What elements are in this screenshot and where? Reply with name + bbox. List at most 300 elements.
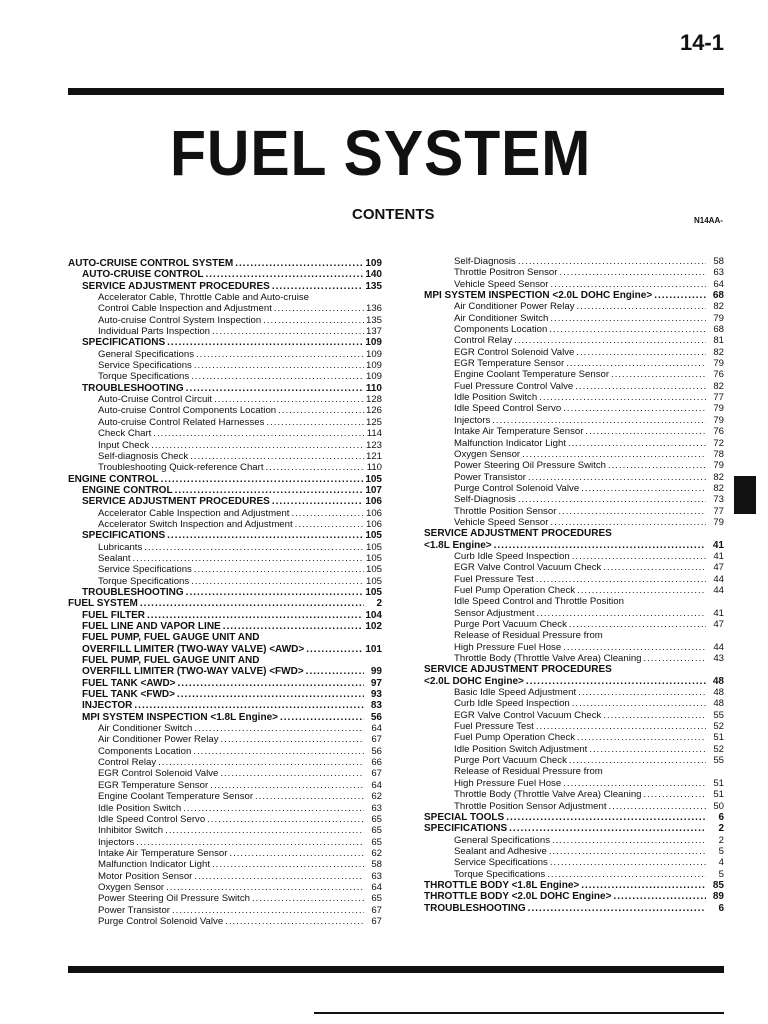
toc-entry-page: 137 (365, 326, 382, 338)
toc-entry-page: 109 (365, 360, 382, 372)
toc-entry[interactable] (68, 837, 382, 848)
toc-leader-dots (263, 315, 364, 326)
toc-leader-dots (558, 506, 706, 517)
toc-entry[interactable] (424, 324, 724, 335)
toc-entry[interactable] (424, 415, 724, 426)
toc-entry-label: SERVICE ADJUSTMENT PROCEDURES (82, 496, 270, 508)
toc-entry[interactable] (68, 269, 382, 280)
toc-leader-dots (528, 472, 706, 483)
toc-entry[interactable] (68, 803, 382, 814)
page-title: FUEL SYSTEM (170, 117, 592, 189)
toc-leader-dots (581, 880, 706, 891)
toc-entry-label: Release of Residual Pressure from (454, 766, 603, 778)
toc-leader-dots (654, 290, 706, 301)
toc-entry[interactable] (68, 871, 382, 882)
toc-entry-label: Engine Coolant Temperature Sensor (454, 369, 610, 381)
toc-entry-page: 114 (366, 428, 382, 440)
toc-entry[interactable] (424, 835, 724, 846)
toc-entry[interactable] (424, 358, 724, 369)
toc-entry[interactable] (68, 712, 382, 723)
toc-entry-page: 140 (365, 269, 382, 281)
toc-entry-label: Air Conditioner Switch (454, 312, 549, 324)
toc-entry-page: 63 (713, 267, 724, 279)
toc-entry[interactable] (68, 825, 382, 836)
toc-entry-page: 64 (371, 881, 382, 893)
toc-entry-page: 104 (365, 609, 382, 621)
toc-entry-label: Sensor Adjustment (454, 607, 535, 619)
toc-entry[interactable] (424, 630, 724, 641)
toc-entry[interactable] (424, 857, 724, 868)
toc-entry-label: Accelerator Cable Inspection and Adjustment (98, 507, 290, 519)
toc-leader-dots (265, 462, 364, 473)
toc-entry-label: SPECIFICATIONS (82, 337, 166, 349)
toc-entry-label: SPECIFICATIONS (424, 823, 508, 835)
toc-entry[interactable] (424, 313, 724, 324)
toc-entry[interactable] (424, 710, 724, 721)
toc-entry-page: 44 (713, 641, 724, 653)
toc-entry[interactable] (424, 472, 724, 483)
toc-entry-label: Idle Position Switch (98, 802, 182, 814)
toc-entry[interactable] (424, 698, 724, 709)
toc-entry[interactable] (424, 755, 724, 766)
toc-entry-page: 136 (365, 303, 382, 315)
toc-entry[interactable] (68, 893, 382, 904)
toc-entry[interactable] (424, 381, 724, 392)
toc-leader-dots (140, 598, 364, 609)
toc-entry-label: FUEL TANK <AWD> (82, 677, 176, 689)
toc-entry-page: 93 (370, 689, 382, 701)
toc-entry[interactable] (424, 664, 724, 675)
toc-entry-label: Engine Coolant Temperature Sensor (98, 791, 254, 803)
toc-entry-page: 82 (713, 471, 724, 483)
toc-entry[interactable] (68, 337, 382, 348)
toc-entry-label: TROUBLESHOOTING (82, 586, 184, 598)
toc-entry[interactable] (68, 326, 382, 337)
toc-entry[interactable] (424, 642, 724, 653)
toc-entry[interactable] (424, 301, 724, 312)
toc-entry-page: 68 (713, 324, 724, 336)
toc-entry[interactable] (424, 846, 724, 857)
toc-entry[interactable] (68, 859, 382, 870)
toc-entry[interactable] (424, 608, 724, 619)
toc-entry[interactable] (424, 619, 724, 630)
toc-entry[interactable] (68, 689, 382, 700)
toc-entry[interactable] (68, 791, 382, 802)
toc-entry-label: Idle Speed Control and Throttle Position (454, 596, 624, 608)
toc-entry[interactable] (68, 281, 382, 292)
toc-leader-dots (566, 358, 706, 369)
toc-leader-dots (603, 710, 706, 721)
toc-entry[interactable] (424, 494, 724, 505)
toc-entry-page: 65 (371, 825, 382, 837)
toc-entry-page: 64 (371, 723, 382, 735)
toc-entry-label: Check Chart (98, 428, 152, 440)
toc-entry[interactable] (68, 383, 382, 394)
toc-entry-label: Individual Parts Inspection (98, 326, 210, 338)
toc-entry-page: 48 (712, 675, 724, 687)
toc-entry[interactable] (424, 823, 724, 834)
toc-leader-dots (194, 723, 364, 734)
toc-entry[interactable] (68, 553, 382, 564)
toc-entry[interactable] (424, 551, 724, 562)
toc-entry[interactable] (68, 655, 382, 666)
toc-entry[interactable] (424, 789, 724, 800)
toc-entry[interactable] (424, 687, 724, 698)
toc-entry[interactable] (68, 508, 382, 519)
toc-entry-page: 135 (365, 280, 382, 292)
toc-leader-dots (563, 403, 706, 414)
toc-entry-page: 99 (370, 666, 382, 678)
toc-entry[interactable] (424, 562, 724, 573)
toc-entry[interactable] (68, 746, 382, 757)
toc-entry-label: Control Relay (454, 335, 513, 347)
toc-entry-label: Lubricants (98, 541, 143, 553)
toc-entry[interactable] (68, 632, 382, 643)
toc-entry-label: Idle Position Switch (454, 392, 538, 404)
toc-entry[interactable] (68, 644, 382, 655)
page-number: 14-1 (679, 30, 724, 55)
toc-entry-label: Basic Idle Speed Adjustment (454, 687, 577, 699)
toc-leader-dots (166, 882, 364, 893)
toc-entry-label: Control Relay (98, 757, 157, 769)
toc-entry-page: 105 (365, 530, 382, 542)
toc-entry-page: 41 (713, 607, 724, 619)
toc-entry-page: 2 (718, 834, 724, 846)
toc-entry-label: Components Location (98, 745, 192, 757)
toc-entry-label: Service Specifications (454, 857, 548, 869)
toc-entry-label: Throttle Body (Throttle Valve Area) Cleaning (454, 789, 642, 801)
toc-entry-label: Troubleshooting Quick-reference Chart (98, 462, 264, 474)
toc-entry[interactable] (424, 585, 724, 596)
toc-entry[interactable] (68, 542, 382, 553)
toc-entry[interactable] (68, 292, 382, 303)
toc-leader-dots (306, 666, 364, 677)
toc-leader-dots (536, 574, 706, 585)
toc-entry-label: Inhibitor Switch (98, 825, 164, 837)
toc-entry[interactable] (68, 371, 382, 382)
toc-leader-dots (549, 324, 706, 335)
toc-entry-label: Purge Control Solenoid Valve (98, 915, 224, 927)
toc-entry-page: 109 (365, 371, 382, 383)
toc-leader-dots (274, 303, 364, 314)
toc-entry-page: 79 (713, 460, 724, 472)
toc-leader-dots (194, 871, 364, 882)
toc-leader-dots (509, 823, 706, 834)
toc-entry-page: 76 (713, 426, 724, 438)
toc-leader-dots (191, 576, 364, 587)
toc-entry[interactable] (424, 744, 724, 755)
toc-entry[interactable] (424, 676, 724, 687)
toc-entry-label: Purge Port Vacuum Check (454, 619, 567, 630)
toc-entry[interactable] (424, 869, 724, 880)
toc-entry[interactable] (424, 528, 724, 539)
toc-leader-dots (207, 814, 364, 825)
toc-entry-page: 62 (371, 791, 382, 803)
toc-entry[interactable] (68, 916, 382, 927)
toc-entry-label: AUTO-CRUISE CONTROL SYSTEM (68, 258, 234, 269)
toc-entry[interactable] (424, 256, 724, 267)
toc-leader-dots (223, 621, 364, 632)
toc-entry-label: Auto-cruise Control Components Location (98, 405, 277, 417)
toc-entry[interactable] (424, 438, 724, 449)
toc-entry[interactable] (68, 734, 382, 745)
toc-entry-page: 65 (371, 836, 382, 848)
toc-entry-page: 82 (713, 482, 724, 494)
toc-leader-dots (144, 542, 364, 553)
toc-entry-label: Vehicle Speed Sensor (454, 278, 549, 290)
toc-entry-label: SPECIFICATIONS (82, 530, 166, 542)
toc-entry[interactable] (424, 801, 724, 812)
toc-entry[interactable] (424, 279, 724, 290)
toc-entry-label: Self-Diagnosis (454, 256, 516, 267)
toc-leader-dots (581, 483, 706, 494)
toc-leader-dots (552, 835, 706, 846)
toc-entry-label: Intake Air Temperature Sensor (98, 847, 228, 859)
toc-leader-dots (147, 610, 363, 621)
footer-thin-rule (314, 1012, 724, 1014)
toc-entry[interactable] (68, 587, 382, 598)
toc-entry-page: 58 (371, 859, 382, 871)
toc-entry[interactable] (68, 303, 382, 314)
toc-entry-page: 106 (365, 518, 382, 530)
toc-entry-label: Motor Position Sensor (98, 870, 193, 882)
toc-entry[interactable] (68, 485, 382, 496)
toc-entry-page: 105 (365, 541, 382, 553)
toc-leader-dots (559, 267, 706, 278)
toc-entry[interactable] (68, 496, 382, 507)
toc-leader-dots (252, 893, 364, 904)
toc-entry-page: 105 (365, 552, 382, 564)
toc-entry-page: 64 (371, 779, 382, 791)
toc-entry[interactable] (424, 483, 724, 494)
toc-leader-dots (528, 903, 706, 914)
toc-entry-page: 79 (713, 403, 724, 415)
toc-entry[interactable] (424, 778, 724, 789)
toc-leader-dots (537, 608, 706, 619)
toc-leader-dots (205, 269, 363, 280)
toc-entry[interactable] (424, 290, 724, 301)
toc-entry-label: High Pressure Fuel Hose (454, 777, 562, 789)
toc-leader-dots (194, 564, 364, 575)
toc-entry[interactable] (68, 530, 382, 541)
toc-entry-page: 106 (365, 507, 382, 519)
toc-entry[interactable] (68, 564, 382, 575)
toc-entry-label: SPECIAL TOOLS (424, 811, 505, 823)
toc-entry-page: 2 (718, 823, 724, 835)
toc-entry-page: 78 (713, 448, 724, 460)
toc-entry[interactable] (68, 678, 382, 689)
toc-leader-dots (578, 687, 706, 698)
toc-entry[interactable] (68, 394, 382, 405)
toc-entry-label: FUEL LINE AND VAPOR LINE (82, 621, 221, 632)
toc-leader-dots (576, 347, 706, 358)
toc-leader-dots (569, 755, 706, 766)
toc-entry[interactable] (68, 814, 382, 825)
toc-entry[interactable] (424, 392, 724, 403)
toc-entry[interactable] (68, 768, 382, 779)
toc-entry-page: 51 (713, 777, 724, 789)
section-tab-marker (734, 476, 756, 514)
toc-entry-page: 6 (718, 811, 724, 823)
toc-leader-dots (212, 326, 364, 337)
toc-entry[interactable] (68, 315, 382, 326)
toc-entry-page: 82 (713, 301, 724, 313)
toc-leader-dots (585, 426, 706, 437)
toc-entry-label: Malfunction Indicator Light (98, 859, 210, 871)
toc-entry-page: 109 (365, 348, 382, 360)
toc-entry[interactable] (68, 905, 382, 916)
toc-entry[interactable] (68, 598, 382, 609)
toc-entry-page: 125 (365, 416, 382, 428)
toc-entry-page: 63 (371, 802, 382, 814)
toc-entry-page: 79 (713, 414, 724, 426)
toc-leader-dots (190, 451, 364, 462)
toc-leader-dots (194, 360, 364, 371)
toc-entry[interactable] (424, 812, 724, 823)
toc-entry[interactable] (68, 428, 382, 439)
toc-entry[interactable] (68, 757, 382, 768)
toc-entry-label: Fuel Pump Operation Check (454, 584, 576, 596)
toc-entry-label: Power Transistor (98, 904, 170, 916)
toc-entry-label: SERVICE ADJUSTMENT PROCEDURES (424, 664, 612, 676)
toc-entry-page: 67 (371, 768, 382, 780)
toc-entry-page: 105 (365, 575, 382, 587)
toc-leader-dots (235, 258, 363, 269)
toc-entry-page: 63 (371, 870, 382, 882)
toc-entry-label: Throttle Body (Throttle Valve Area) Cleaning (454, 653, 642, 665)
toc-entry[interactable] (424, 721, 724, 732)
toc-entry[interactable] (424, 267, 724, 278)
toc-entry-page: 5 (718, 868, 724, 880)
toc-entry[interactable] (424, 903, 724, 914)
toc-entry[interactable] (68, 440, 382, 451)
toc-entry[interactable] (424, 653, 724, 664)
toc-leader-dots (221, 734, 364, 745)
toc-entry[interactable] (68, 417, 382, 428)
toc-leader-dots (210, 780, 364, 791)
toc-entry-label: EGR Temperature Sensor (98, 779, 209, 791)
toc-leader-dots (280, 712, 364, 723)
toc-entry-label: Vehicle Speed Sensor (454, 516, 549, 528)
toc-entry-label: Idle Speed Control Servo (454, 403, 562, 415)
toc-entry[interactable] (424, 335, 724, 346)
toc-leader-dots (550, 313, 706, 324)
toc-entry-label: Air Conditioner Power Relay (454, 301, 575, 313)
toc-entry[interactable] (68, 621, 382, 632)
toc-entry[interactable] (424, 574, 724, 585)
toc-entry-page: 2 (376, 598, 382, 610)
toc-entry-page: 6 (718, 902, 724, 914)
toc-entry-label: AUTO-CRUISE CONTROL (82, 269, 204, 281)
toc-entry-page: 51 (713, 732, 724, 744)
toc-leader-dots (229, 848, 364, 859)
toc-entry[interactable] (68, 474, 382, 485)
toc-leader-dots (611, 369, 706, 380)
toc-entry[interactable] (68, 360, 382, 371)
toc-entry-page: 102 (365, 621, 382, 632)
toc-entry[interactable] (68, 462, 382, 473)
toc-entry[interactable] (424, 369, 724, 380)
toc-leader-dots (186, 587, 364, 598)
toc-leader-dots (255, 791, 364, 802)
toc-entry-label: Power Steering Oil Pressure Switch (98, 893, 250, 905)
toc-entry[interactable] (424, 596, 724, 607)
toc-entry-label: Service Specifications (98, 360, 192, 372)
toc-entry-label: Curb Idle Speed Inspection (454, 698, 570, 710)
toc-entry-page: 79 (713, 516, 724, 528)
toc-entry[interactable] (424, 891, 724, 902)
toc-entry[interactable] (68, 610, 382, 621)
toc-leader-dots (550, 517, 706, 528)
toc-entry[interactable] (424, 506, 724, 517)
toc-leader-dots (153, 428, 364, 439)
toc-entry-label: General Specifications (98, 348, 194, 360)
toc-entry[interactable] (68, 882, 382, 893)
toc-entry-page: 107 (365, 484, 382, 496)
toc-entry[interactable] (424, 347, 724, 358)
toc-entry-page: 47 (713, 562, 724, 574)
toc-entry[interactable] (68, 576, 382, 587)
toc-entry-page: 77 (713, 505, 724, 517)
toc-entry[interactable] (424, 449, 724, 460)
toc-leader-dots (266, 417, 364, 428)
toc-leader-dots (518, 494, 706, 505)
toc-entry[interactable] (68, 666, 382, 677)
toc-entry[interactable] (68, 258, 382, 269)
bottom-rule (68, 966, 724, 973)
toc-entry[interactable] (424, 426, 724, 437)
toc-entry[interactable] (68, 519, 382, 530)
toc-entry-label: <1.8L Engine> (424, 539, 492, 551)
toc-entry-page: 67 (371, 904, 382, 916)
toc-leader-dots (550, 279, 706, 290)
toc-entry[interactable] (68, 405, 382, 416)
toc-entry[interactable] (68, 700, 382, 711)
toc-entry[interactable] (68, 723, 382, 734)
toc-leader-dots (494, 540, 706, 551)
toc-entry-label: Air Conditioner Switch (98, 723, 193, 735)
toc-entry-page: 51 (713, 789, 724, 801)
toc-entry[interactable] (424, 880, 724, 891)
toc-entry-label: THROTTLE BODY <2.0L DOHC Engine> (424, 891, 612, 903)
toc-leader-dots (572, 698, 706, 709)
toc-entry-page: 43 (713, 653, 724, 665)
toc-leader-dots (563, 778, 706, 789)
toc-entry[interactable] (424, 766, 724, 777)
toc-leader-dots (134, 700, 364, 711)
toc-entry-page: 105 (365, 473, 382, 485)
toc-entry-page: 52 (713, 721, 724, 733)
toc-entry[interactable] (424, 403, 724, 414)
toc-entry[interactable] (424, 460, 724, 471)
toc-entry[interactable] (424, 517, 724, 528)
toc-entry[interactable] (68, 349, 382, 360)
toc-entry[interactable] (68, 780, 382, 791)
toc-leader-dots (547, 869, 706, 880)
toc-leader-dots (609, 801, 706, 812)
toc-entry-page: 101 (365, 643, 382, 655)
toc-entry[interactable] (68, 848, 382, 859)
toc-entry-label: Throttle Positron Sensor (454, 267, 558, 279)
toc-entry[interactable] (424, 540, 724, 551)
toc-entry-label: Power Transistor (454, 471, 526, 483)
toc-entry-label: Auto-cruise Control System Inspection (98, 314, 262, 326)
toc-leader-dots (158, 757, 364, 768)
toc-entry[interactable] (424, 732, 724, 743)
toc-leader-dots (506, 812, 706, 823)
toc-entry[interactable] (68, 451, 382, 462)
toc-leader-dots (492, 415, 706, 426)
